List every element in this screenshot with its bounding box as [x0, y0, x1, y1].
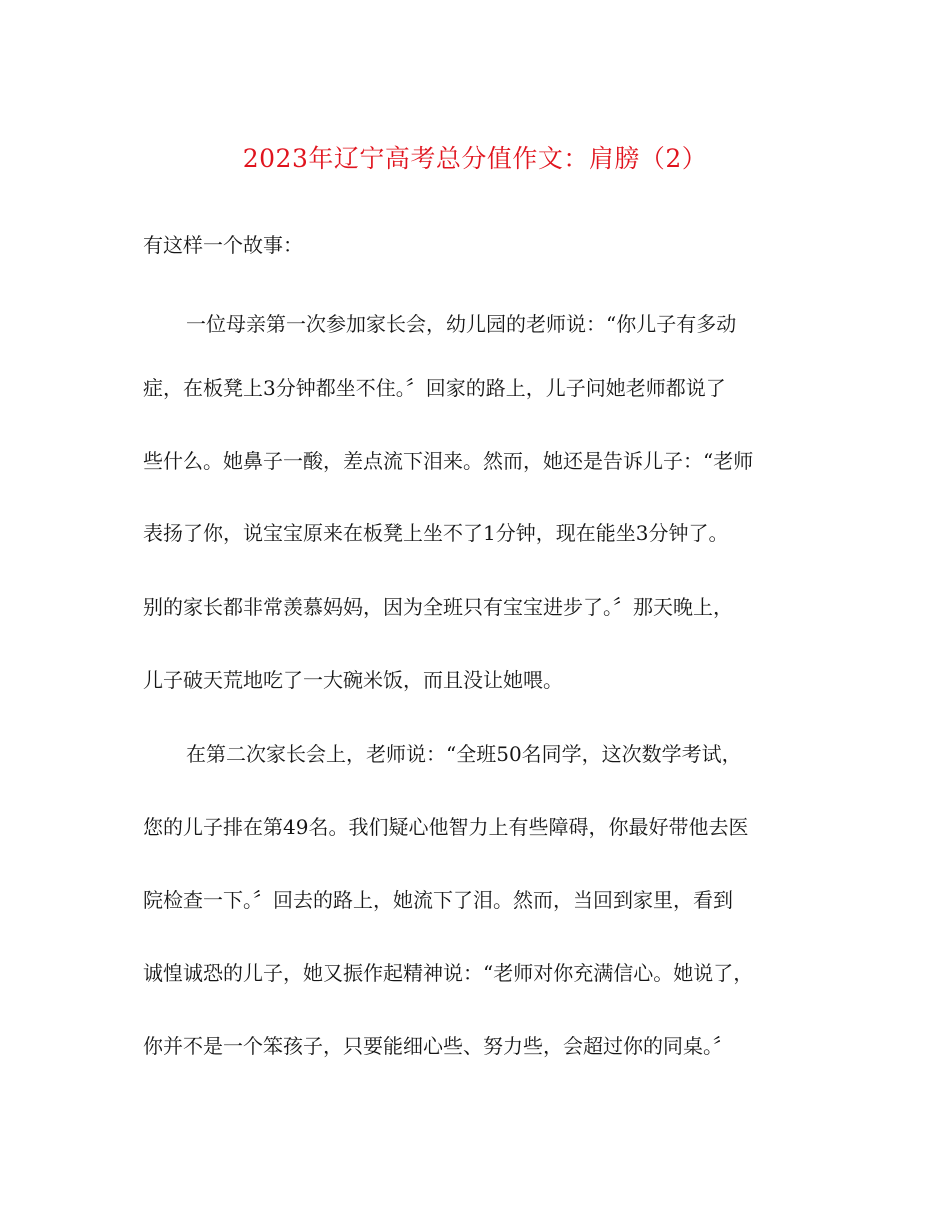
paragraph-line: 症，在板凳上3分钟都坐不住。〞回家的路上，儿子问她老师都说了 — [143, 376, 726, 400]
paragraph-line: 儿子破天荒地吃了一大碗米饭，而且没让她喂。 — [143, 668, 563, 692]
paragraph-line: 些什么。她鼻子一酸，差点流下泪来。然而，她还是告诉儿子：“老师 — [143, 449, 754, 473]
paragraph-line: 您的儿子排在第49名。我们疑心他智力上有些障碍，你最好带他去医 — [143, 815, 749, 839]
paragraph-line: 别的家长都非常羡慕妈妈，因为全班只有宝宝进步了。〞那天晚上， — [143, 595, 733, 619]
paragraph-line: 诚惶诚恐的儿子，她又振作起精神说：“老师对你充满信心。她说了， — [143, 961, 754, 985]
paragraph-line: 一位母亲第一次参加家长会，幼儿园的老师说：“你儿子有多动 — [186, 312, 737, 336]
paragraph-line: 在第二次家长会上，老师说：“全班50名同学，这次数学考试， — [186, 742, 742, 766]
paragraph-line: 有这样一个故事： — [143, 233, 303, 257]
paragraph-line: 你并不是一个笨孩子，只要能细心些、努力些，会超过你的同桌。〞 — [143, 1034, 733, 1058]
paragraph-line: 院检查一下。〞回去的路上，她流下了泪。然而，当回到家里，看到 — [143, 888, 733, 912]
document-title: 2023年辽宁高考总分值作文：肩膀（2） — [242, 144, 708, 173]
paragraph-line: 表扬了你，说宝宝原来在板凳上坐不了1分钟，现在能坐3分钟了。 — [143, 521, 729, 545]
